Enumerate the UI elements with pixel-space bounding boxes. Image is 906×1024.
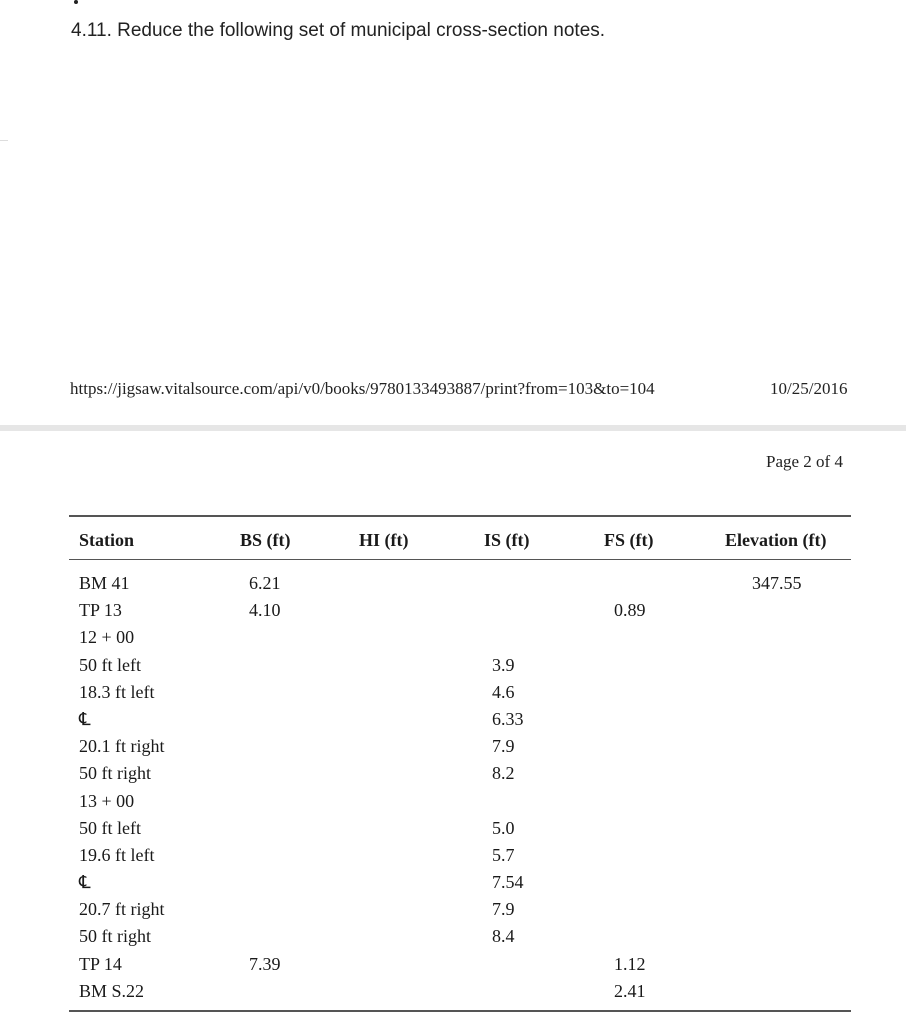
cell-station: BM S.22 [79,980,145,1001]
cell-station: 50 ft right [79,763,151,784]
cell-is: 6.33 [492,708,524,729]
table-row [69,571,851,598]
table-body [69,560,851,1006]
table-row [69,897,851,924]
table-row [69,924,851,951]
cell-is: 8.4 [492,926,515,947]
cell-station: 19.6 ft left [79,844,155,865]
table-row [69,734,851,761]
cell-station: 50 ft right [79,926,151,947]
cell-fs: 1.12 [614,953,646,974]
cell-station: 20.1 ft right [79,736,165,757]
cell-station: TP 13 [79,600,122,621]
cell-station: 12 + 00 [79,627,135,648]
header-is: IS (ft) [484,530,530,550]
edge-mark [0,140,8,141]
cell-station: TP 14 [79,953,122,974]
table-row [69,761,851,788]
page-separator [0,425,906,431]
table-row [69,707,851,734]
footer-date: 10/25/2016 [770,379,848,398]
table-row [69,598,851,625]
table-row [69,816,851,843]
table-row [69,653,851,680]
cell-bs: 6.21 [249,573,281,593]
cell-is: 7.9 [492,899,515,920]
question-text: 4.11. Reduce the following set of municipal cross-section notes. [71,20,606,41]
cell-station: BM 41 [79,573,130,593]
page-number: Page 2 of 4 [766,452,843,471]
stray-dot [74,0,78,4]
cell-is: 5.7 [492,844,515,865]
cell-bs: 7.39 [249,953,281,974]
cell-bs: 4.10 [249,600,281,621]
table-row [69,625,851,652]
table-header-row [69,517,851,559]
cell-station: 20.7 ft right [79,899,165,920]
cell-station: 18.3 ft left [79,681,155,702]
cell-station: 13 + 00 [79,790,135,811]
cell-is: 4.6 [492,681,515,702]
cross-section-table [69,515,851,1006]
cell-fs: 2.41 [614,980,646,1001]
header-elevation: Elevation (ft) [725,530,827,550]
table-bottom-rule [69,1010,851,1012]
header-fs: FS (ft) [604,530,654,550]
cell-fs: 0.89 [614,600,646,621]
table-row [69,952,851,979]
cell-is: 5.0 [492,817,515,838]
table-row [69,870,851,897]
footer-url: https://jigsaw.vitalsource.com/api/v0/books/9780133493887/print?from=103&to=104 [70,379,655,398]
cell-is: 7.9 [492,736,515,757]
header-hi: HI (ft) [359,530,409,550]
cell-station: ℄ [79,708,91,729]
cell-elevation: 347.55 [752,573,802,593]
table-row [69,843,851,870]
table-row [69,680,851,707]
cell-station: 50 ft left [79,817,141,838]
cell-is: 8.2 [492,763,515,784]
header-station: Station [79,530,135,550]
table-row [69,979,851,1006]
cell-station: ℄ [79,872,91,893]
table-row [69,789,851,816]
header-bs: BS (ft) [240,530,291,550]
cell-is: 7.54 [492,872,524,893]
cell-is: 3.9 [492,654,515,675]
cell-station: 50 ft left [79,654,141,675]
